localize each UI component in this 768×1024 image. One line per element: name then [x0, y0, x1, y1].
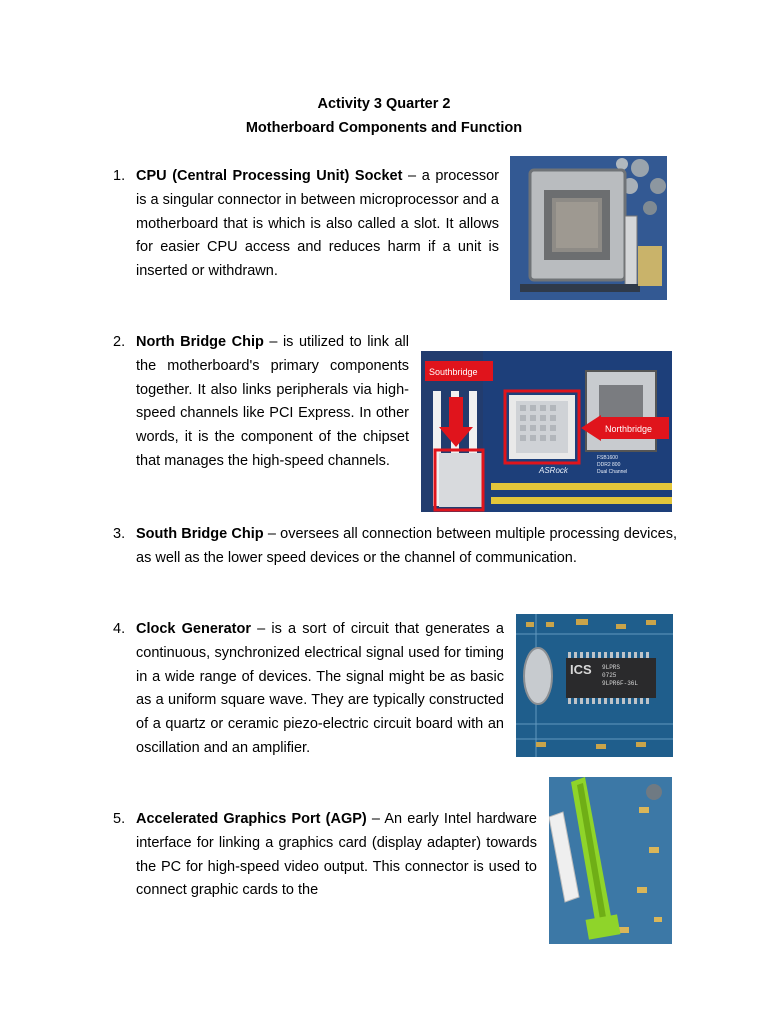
list-item-north-bridge	[113, 331, 409, 474]
item-number: 2.	[113, 334, 126, 350]
spec-label: FSB1600	[597, 455, 618, 461]
agp-slot-photo	[549, 777, 672, 944]
document-subtitle: Motherboard Components and Function	[245, 120, 523, 136]
item-description: – a processor is a singular connector in between microprocessor and a motherboard that is which is also called a slot. It allows for easier CPU access and reduces harm if a unit is inserted or withdrawn.	[136, 168, 500, 280]
brand-label: ASRock	[539, 466, 568, 475]
item-term: Accelerated Graphics Port (AGP)	[136, 811, 367, 827]
item-description: – is a sort of circuit that generates a continuous, synchronized electrical signal used for timing in a wide range of devices. The signal might be as basic as a uniform square wave. They are typically constructed of a quartz or ceramic piezo-electric circuit board with an oscillation and an amplifier.	[136, 621, 504, 756]
spec-label: DDR2 800	[597, 462, 621, 468]
item-term: CPU (Central Processing Unit) Socket	[136, 168, 403, 184]
document-title: Activity 3 Quarter 2	[317, 96, 451, 112]
southbridge-label: Southbridge	[429, 367, 478, 377]
item-term: North Bridge Chip	[136, 334, 264, 350]
item-term: South Bridge Chip	[136, 526, 264, 542]
item-number: 3.	[113, 526, 126, 542]
item-description: – oversees all connection between multiple processing devices, as well as the lower speed devices or the channel of communication.	[136, 526, 677, 566]
item-number: 1.	[113, 168, 126, 184]
list-item-agp	[113, 808, 537, 903]
item-description: – An early Intel hardware interface for linking a graphics card (display adapter) towards the PC for high-speed video output. This connector is used to connect graphic cards to the	[136, 811, 537, 899]
list-item-cpu-socket	[113, 165, 500, 284]
clock-generator-photo	[516, 614, 673, 757]
northbridge-label: Northbridge	[605, 424, 653, 434]
chip-marking: 9LPRS	[602, 664, 621, 671]
chip-logo: ICS	[570, 662, 592, 677]
list-item-south-bridge	[113, 523, 677, 571]
chip-marking: 0725	[602, 672, 617, 679]
spec-label: Dual Channel	[597, 469, 628, 475]
list-item-clock-generator	[113, 618, 504, 761]
item-number: 5.	[113, 811, 126, 827]
item-description: – is utilized to link all the motherboard's primary components together. It also links peripherals via high-speed channels like PCI Express. In other words, it is the component of the chipset that manages the high-speed channels.	[136, 334, 409, 469]
chipset-photo	[421, 351, 672, 512]
item-term: Clock Generator	[136, 621, 251, 637]
item-number: 4.	[113, 621, 126, 637]
chip-marking: 9LPR6F-36L	[602, 680, 639, 687]
cpu-socket-photo	[510, 156, 667, 300]
